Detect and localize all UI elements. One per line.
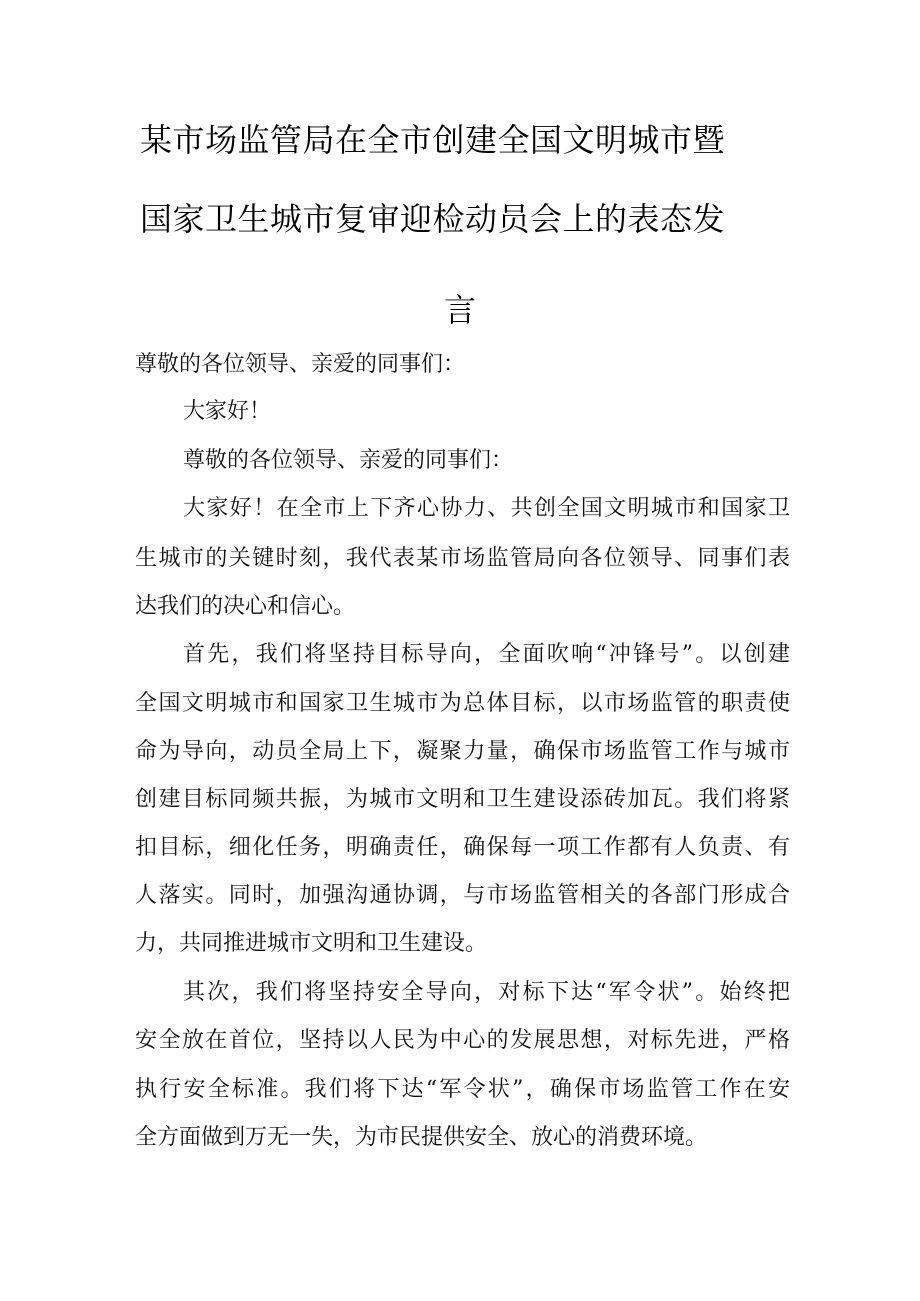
paragraph-line: 执行安全标准。我们将下达“军令状”，确保市场监管工作在安 [135, 1077, 790, 1102]
document-title-line-2: 国家卫生城市复审迎检动员会上的表态发 [140, 200, 726, 238]
paragraph-line: 创建目标同频共振，为城市文明和卫生建设添砖加瓦。我们将紧 [135, 787, 790, 812]
paragraph-line: 大家好！在全市上下齐心协力、共创全国文明城市和国家卫 [183, 496, 790, 521]
paragraph-line: 全方面做到万无一失，为市民提供安全、放心的消费环境。 [135, 1125, 708, 1150]
paragraph-line: 达我们的决心和信心。 [135, 594, 356, 619]
paragraph-line: 生城市的关键时刻，我代表某市场监管局向各位领导、同事们表 [135, 546, 790, 571]
paragraph-line: 扣目标，细化任务，明确责任，确保每一项工作都有人负责、有 [135, 835, 790, 860]
salutation: 尊敬的各位领导、亲爱的同事们： [135, 352, 466, 377]
paragraph-line: 全国文明城市和国家卫生城市为总体目标，以市场监管的职责使 [135, 691, 790, 716]
document-title-line-1: 某市场监管局在全市创建全国文明城市暨 [140, 121, 726, 159]
greeting: 大家好！ [183, 399, 272, 424]
paragraph-line: 力，共同推进城市文明和卫生建设。 [135, 931, 488, 956]
paragraph-line: 安全放在首位，坚持以人民为中心的发展思想，对标先进，严格 [135, 1028, 790, 1053]
paragraph-line: 命为导向，动员全局上下，凝聚力量，确保市场监管工作与城市 [135, 739, 790, 764]
paragraph-line: 其次，我们将坚持安全导向，对标下达“军令状”。始终把 [183, 980, 790, 1005]
paragraph-line: 首先，我们将坚持目标导向，全面吹响“冲锋号”。以创建 [183, 642, 790, 667]
salutation-repeat: 尊敬的各位领导、亲爱的同事们： [183, 448, 514, 473]
paragraph-line: 人落实。同时，加强沟通协调，与市场监管相关的各部门形成合 [135, 883, 790, 908]
document-title-line-3: 言 [443, 291, 476, 329]
